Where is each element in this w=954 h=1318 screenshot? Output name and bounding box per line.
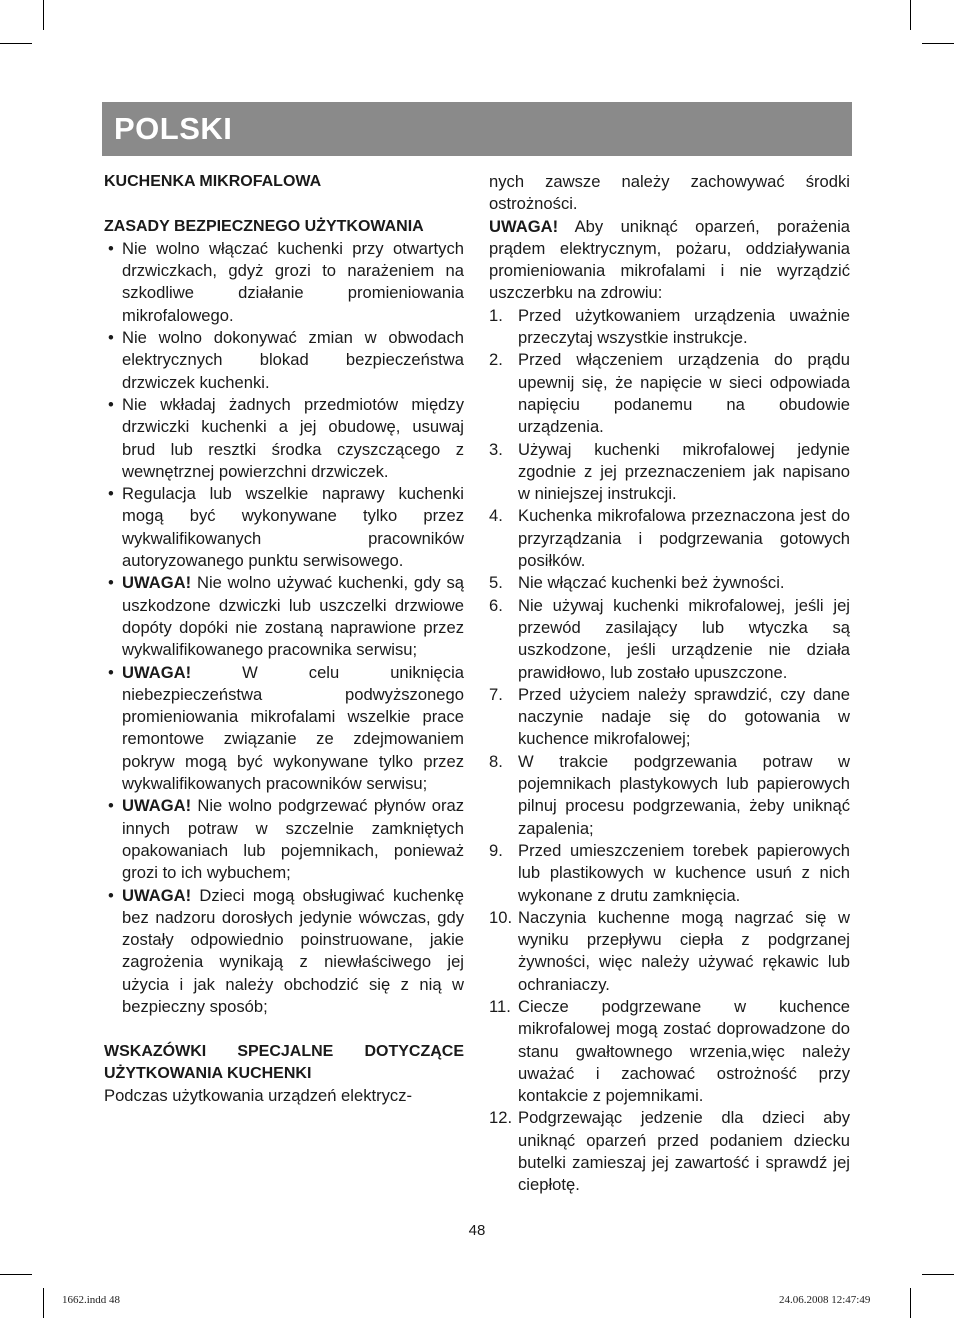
list-item [489,349,850,438]
list-item-number: 9. [489,840,503,860]
list-item [489,996,850,1107]
bullet-icon: • [108,238,114,258]
bullet-icon: • [108,573,114,593]
intro-continuation: nych zawsze należy zachowywać środki ostrożności. [489,172,850,214]
bullet-icon: • [108,484,114,504]
list-item [104,327,464,394]
warning-label: UWAGA! [122,573,192,593]
left-column [104,171,464,1107]
list-item-text: Nie wkładaj żadnych przedmiotów między drzwiczki kuchenki a jej obudowę, usuwaj brud lub resztki środka czyszczącego z wewnętrznej powierzchni drzwiczek. [122,394,464,481]
section-heading-safety: ZASADY BEZPIECZNEGO UŻYTKOWANIA [104,217,424,235]
list-item [489,751,850,840]
list-item [489,684,850,751]
list-item-text: Regulacja lub wszelkie naprawy kuchenki mogą być wykonywane tylko przez wykwalifikowanych pracowników autoryzowanego punktu serwisowego. [122,484,464,571]
list-item-number: 10. [489,907,513,927]
list-item-text: Nie wolno używać kuchenki, gdy są uszkodzone dzwiczki lub uszczelki drzwiowe dopóty dopóki nie zostaną naprawione przez wykwalifikowanego pracownika serwisu; [122,573,464,660]
footer-filename: 1662.indd 48 [62,1294,121,1306]
list-item-number: 6. [489,595,503,615]
crop-mark [910,0,911,30]
section-heading-product: KUCHENKA MIKROFALOWA [104,173,322,190]
warning-label: UWAGA! [489,216,559,236]
list-item [489,907,850,996]
crop-mark [43,1288,44,1318]
list-item-text: Używaj kuchenki mikrofalowej jedynie zgodnie z jej przeznaczeniem jak napisano w niniejszej instrukcji. [518,439,850,504]
list-item [489,595,850,684]
list-item [489,840,850,907]
crop-mark [43,0,44,30]
list-item [489,572,850,594]
intro-paragraph: Podczas użytkowania urządzeń elektrycz- [104,1086,413,1106]
crop-mark [0,1274,32,1275]
list-item-number: 3. [489,439,503,459]
safety-bullet-list [104,238,464,1018]
list-item-text: W trakcie podgrzewania potraw w pojemnikach plastykowych lub papierowych pilnuj procesu podgrzewania, żeby uniknąć zapalenia; [518,751,850,838]
bullet-icon: • [108,885,114,905]
list-item [104,795,464,884]
list-item [104,238,464,327]
list-item-text: Nie wolno włączać kuchenki przy otwartych drzwiczkach, gdyż grozi to narażeniem na szkodliwe działanie promieniowania mikrofalowego. [122,238,464,325]
list-item-text: Podgrzewając jedzenie dla dzieci aby uniknąć oparzeń przed podaniem dziecku butelki zamieszaj jej zawartość i sprawdź jej ciepłotę. [518,1108,850,1195]
list-item-number: 7. [489,684,503,704]
list-item [489,505,850,572]
list-item [104,885,464,1019]
list-item-text: Przed umieszczeniem torebek papierowych lub plastikowych w kuchence usuń z nich wykonane z drutu zamknięcia. [518,840,850,905]
list-item-number: 4. [489,506,503,526]
list-item [104,662,464,796]
warning-label: UWAGA! [122,885,192,905]
list-item-text: Naczynia kuchenne mogą nagrzać się w wyniku przepływu ciepła z podgrzanej żywności, więc należy używać rękawic lub ochraniaczy. [518,907,850,994]
language-banner [102,102,852,156]
list-item-text: Przed użytkowaniem urządzenia uważnie przeczytaj wszystkie instrukcje. [518,305,850,348]
list-item-text: Nie włączać kuchenki beż żywności. [518,573,785,593]
list-item-text: Przed włączeniem urządzenia do prądu upewnij się, że napięcie w sieci odpowiada napięciu podanemu na obudowie urządzenia. [518,350,850,437]
crop-mark [922,43,954,44]
list-item [104,394,464,483]
warning-label: UWAGA! [122,662,192,682]
warning-text: Aby uniknąć oparzeń, porażenia prądem elektrycznym, pożaru, oddziaływania promieniowania mikrofalami i nie wyrządzić uszczerbku na zdrowiu: [489,216,850,303]
list-item [104,483,464,572]
list-item-text: Nie wolno podgrzewać płynów oraz innych potraw w szczelnie zamkniętych opakowaniach lub pojemnikach, ponieważ grozi to ich wybuchem; [122,796,464,883]
banner-title: POLSKI [114,111,233,146]
list-item [489,305,850,350]
crop-mark [910,1288,911,1318]
list-item [489,1107,850,1196]
list-item-number: 11. [489,996,511,1016]
footer-timestamp: 24.06.2008 12:47:49 [779,1294,871,1306]
list-item-number: 12. [489,1108,513,1128]
list-item-number: 8. [489,751,503,771]
list-item-number: 5. [489,573,503,593]
bullet-icon: • [108,394,114,414]
bullet-icon: • [108,796,114,816]
list-item-text: Przed użyciem należy sprawdzić, czy dane naczynie nadaje się do gotowania w kuchence mikrofalowej; [518,684,850,749]
list-item-text: Ciecze podgrzewane w kuchence mikrofalowej mogą zostać doprowadzone do stanu gwałtownego wrzenia,więc należy uważać i zachować ostrożność przy kontakcie z pojemnikami. [518,996,850,1106]
list-item-text: Dzieci mogą obsługiwać kuchenkę bez nadzoru dorosłych jedynie wówczas, gdy zostały odpowiednio poinstruowane, jakie zagrożenia wynikają z niewłaściwego jej użycia i jak należy obchodzić się z nią w bezpieczny sposób; [122,885,464,1016]
list-item-text: Nie używaj kuchenki mikrofalowej, jeśli jej przewód zasilający lub wtyczka są uszkodzone, jeśli urządzenie nie działa prawidłowo, lub zostało upuszczone. [518,595,850,682]
bullet-icon: • [108,328,114,348]
list-item [104,572,464,661]
bullet-icon: • [108,662,114,682]
crop-mark [922,1274,954,1275]
instruction-numbered-list [489,305,850,1197]
warning-paragraph [489,216,850,305]
crop-mark [0,43,32,44]
page-number: 48 [468,1222,486,1239]
list-item-number: 2. [489,350,503,370]
list-item-text: Nie wolno dokonywać zmian w obwodach elektrycznych blokad bezpieczeństwa drzwiczek kuchenki. [122,328,464,392]
list-item [489,439,850,506]
warning-label: UWAGA! [122,796,192,816]
right-column [489,171,850,1197]
list-item-text: W celu uniknięcia niebezpieczeństwa podwyższonego promieniowania mikrofalami wszelkie prace remontowe związanie ze zdejmowaniem pokryw mogą być wykonywane tylko przez wykwalifikowanych pracowników serwisu; [122,662,464,794]
list-item-number: 1. [489,305,503,325]
list-item-text: Kuchenka mikrofalowa przeznaczona jest do przyrządzania i podgrzewania gotowych posiłków. [518,506,850,571]
section-heading-special: WSKAZÓWKI SPECJALNE DOTYCZĄCE UŻYTKOWANIA KUCHENKI [104,1042,464,1082]
